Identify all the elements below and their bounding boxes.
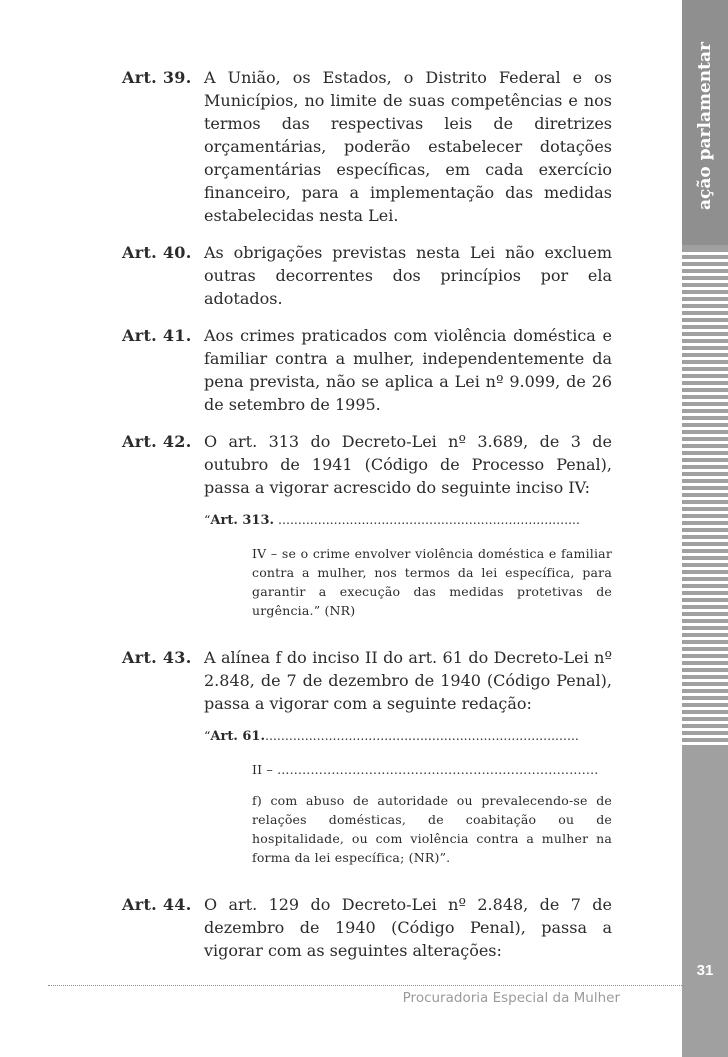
article-number: Art. 43. bbox=[122, 648, 192, 667]
article-text: A alínea f do inciso II do art. 61 do Decreto-Lei nº 2.848, de 7 de dezembro de 1940 (Código Penal), passa a vigorar com a seguinte redação: bbox=[204, 648, 612, 713]
article-39 bbox=[122, 66, 612, 227]
article-text: A União, os Estados, o Distrito Federal e os Municípios, no limite de suas competências e nos termos das respectivas leis de diretrizes orçamentárias, poderão estabelecer dotações orçamentárias específicas, em cada exercício financeiro, para a implementação das medidas estabelecidas nesta Lei. bbox=[204, 68, 612, 225]
article-number: Art. 44. bbox=[122, 895, 192, 914]
footer-text: Procuradoria Especial da Mulher bbox=[402, 990, 620, 1006]
article-text: As obrigações previstas nesta Lei não excluem outras decorrentes dos princípios por ela adotados. bbox=[204, 243, 612, 308]
page-number: 31 bbox=[696, 962, 714, 979]
quoted-inciso: IV – se o crime envolver violência doméstica e familiar contra a mulher, nos termos da lei específica, para garantir a execução das medidas protetivas de urgência.” (NR) bbox=[252, 546, 612, 618]
quoted-article-label: Art. 61. bbox=[210, 729, 265, 744]
quoted-alinea-f: f) com abuso de autoridade ou prevalecendo-se de relações domésticas, de coabitação ou de hospitalidade, ou com violência contra a mulher na forma da lei específica; (NR)”. bbox=[252, 793, 612, 865]
article-text: Aos crimes praticados com violência doméstica e familiar contra a mulher, independentemente da pena prevista, não se aplica a Lei nº 9.099, de 26 de setembro de 1995. bbox=[204, 326, 612, 414]
article-text: O art. 129 do Decreto-Lei nº 2.848, de 7 de dezembro de 1940 (Código Penal), passa a vigorar com as seguintes alterações: bbox=[204, 895, 612, 960]
quoted-article-heading: “Art. 61................................................................................ bbox=[204, 728, 579, 744]
article-40 bbox=[122, 241, 612, 310]
sidebar-stripes bbox=[682, 248, 728, 748]
article-text: O art. 313 do Decreto-Lei nº 3.689, de 3 de outubro de 1941 (Código de Processo Penal), passa a vigorar acrescido do seguinte inciso IV: bbox=[204, 432, 612, 497]
article-42 bbox=[122, 430, 612, 632]
quoted-article-label: Art. 313. bbox=[210, 513, 275, 528]
article-43 bbox=[122, 646, 612, 879]
article-41 bbox=[122, 324, 612, 416]
section-title: ação parlamentar bbox=[695, 42, 715, 210]
quoted-inciso-ii: II – ............................................................................. bbox=[252, 762, 599, 777]
footer-rule bbox=[48, 985, 682, 986]
quoted-article-heading: “Art. 313. ............................................................................ bbox=[204, 512, 580, 528]
article-number: Art. 41. bbox=[122, 326, 192, 345]
quoted-article-dots: ............................................................................... bbox=[265, 728, 579, 743]
section-sidebar bbox=[682, 0, 728, 1057]
document-body bbox=[122, 66, 612, 976]
article-number: Art. 42. bbox=[122, 432, 192, 451]
article-number: Art. 39. bbox=[122, 68, 192, 87]
quoted-article-dots: ............................................................................ bbox=[274, 512, 580, 527]
article-number: Art. 40. bbox=[122, 243, 192, 262]
article-44 bbox=[122, 893, 612, 962]
